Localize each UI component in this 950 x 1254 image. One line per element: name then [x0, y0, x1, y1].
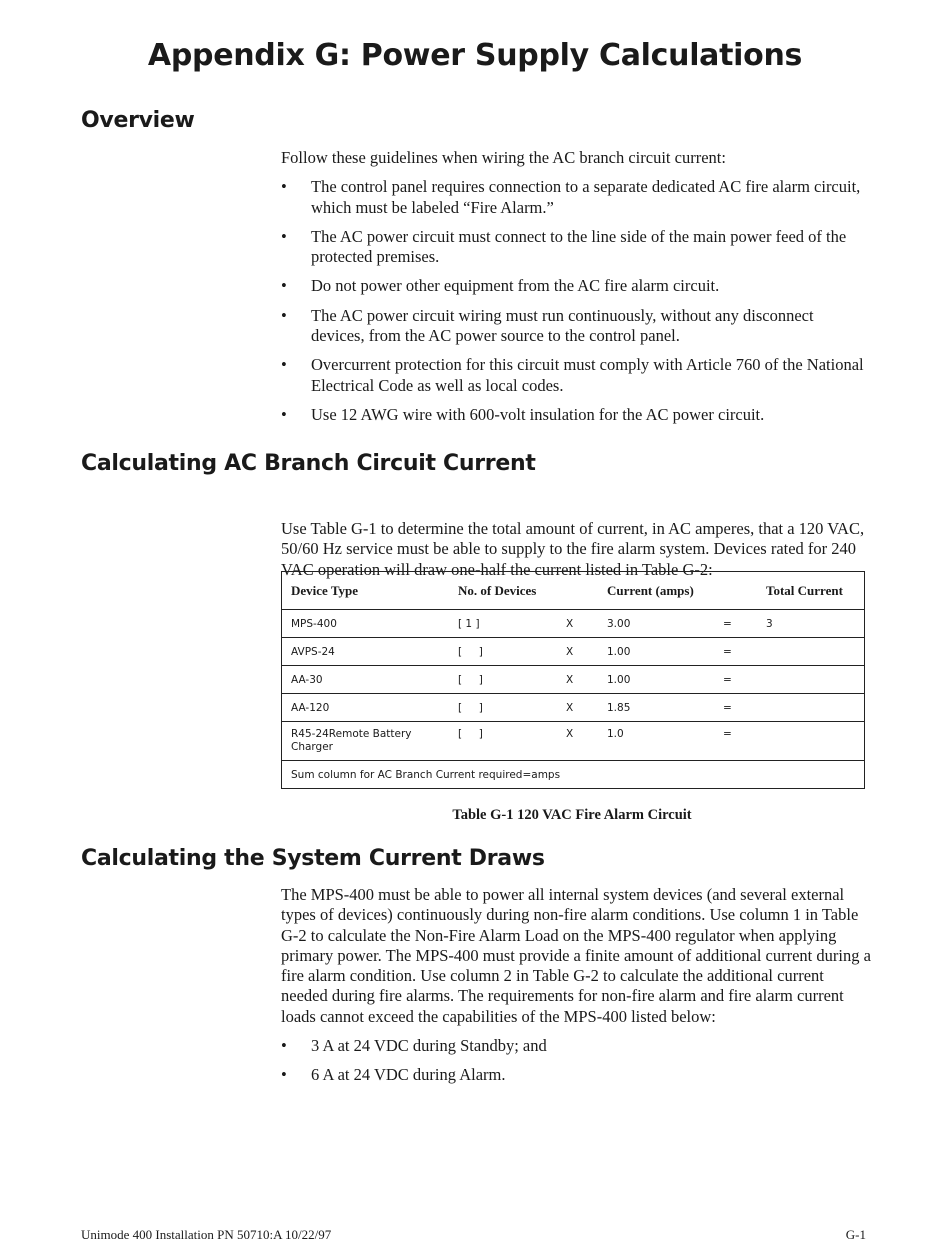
- bullet-text: Overcurrent protection for this circuit must comply with Article 760 of the National Electrical Code as well as local codes.: [311, 355, 864, 395]
- overview-section: [281, 148, 871, 425]
- cell-multiply: X: [566, 645, 574, 658]
- cell-device: AA-30: [291, 673, 323, 686]
- bullet-icon: •: [281, 1036, 287, 1056]
- cell-multiply: X: [566, 728, 574, 740]
- overview-bullet: [281, 276, 871, 296]
- system-current-text: The MPS-400 must be able to power all internal system devices (and several external types of devices) continuously during non-fire alarm conditions. Use column 1 in Table G-2 to calculate the Non-Fire Alarm Load on the MPS-400 regulator when applying primary power. The MPS-400 must provide a finite amount of additional current during a fire alarm condition. Use column 2 in Table G-2 to calculate the additional current needed during fire alarms. The requirements for non-fire alarm and fire alarm current loads cannot exceed the capabilities of the MPS-400 listed below:: [281, 885, 871, 1026]
- cell-current: 1.00: [607, 645, 631, 658]
- current-table: [281, 571, 865, 789]
- cell-equals: =: [723, 645, 732, 658]
- overview-bullet-list: [281, 177, 871, 425]
- bullet-text: 6 A at 24 VDC during Alarm.: [311, 1065, 506, 1085]
- overview-bullet: [281, 227, 871, 268]
- header-current: Current (amps): [607, 582, 694, 598]
- table-row: [282, 665, 864, 693]
- table-caption: Table G-1 120 VAC Fire Alarm Circuit: [452, 807, 692, 823]
- page-title: Appendix G: Power Supply Calculations: [147, 38, 803, 73]
- bullet-icon: •: [281, 404, 287, 424]
- bullet-icon: •: [281, 305, 287, 325]
- cell-total: 3: [766, 617, 773, 630]
- cell-equals: =: [723, 617, 732, 630]
- cell-current: 1.00: [607, 673, 631, 686]
- overview-heading: Overview: [81, 108, 195, 133]
- cell-multiply: X: [566, 701, 574, 714]
- ac-branch-text: Use Table G-1 to determine the total amount of current, in AC amperes, that a 120 VAC, 50/60 Hz service must be able to supply to the fire alarm system. Devices rated for 240 VAC operation will draw one-half the current listed in Table G-2:: [281, 519, 865, 579]
- header-num-devices: No. of Devices: [458, 582, 537, 598]
- cell-multiply: X: [566, 617, 574, 630]
- bullet-text: The AC power circuit wiring must run continuously, without any disconnect devices, from the AC power source to the control panel.: [311, 305, 814, 346]
- overview-intro: Follow these guidelines when wiring the AC branch circuit current:: [281, 148, 726, 167]
- overview-bullet: [281, 355, 871, 396]
- cell-count: [ 1 ]: [458, 617, 480, 630]
- cell-count: [ ]: [458, 645, 483, 658]
- cell-device: R45-24Remote Battery Charger: [291, 728, 412, 753]
- overview-bullet: [281, 306, 871, 347]
- cell-current: 3.00: [607, 617, 631, 630]
- overview-bullet: [281, 405, 871, 425]
- system-bullet-list: [281, 1036, 871, 1086]
- footer-doc-info: Unimode 400 Installation PN 50710:A 10/22/97: [81, 1227, 332, 1242]
- system-current-heading: Calculating the System Current Draws: [81, 846, 545, 871]
- bullet-icon: •: [281, 177, 287, 197]
- footer-page-number: G-1: [845, 1227, 866, 1242]
- bullet-icon: •: [281, 1065, 287, 1085]
- cell-multiply: X: [566, 673, 574, 686]
- cell-current: 1.0: [607, 728, 624, 740]
- bullet-icon: •: [281, 276, 287, 296]
- cell-count: [ ]: [458, 728, 483, 740]
- bullet-text: 3 A at 24 VDC during Standby; and: [311, 1036, 547, 1056]
- cell-equals: =: [723, 728, 732, 740]
- bullet-text: Use 12 AWG wire with 600-volt insulation for the AC power circuit.: [311, 404, 765, 424]
- bullet-text: The AC power circuit must connect to the line side of the main power feed of the protected premises.: [311, 226, 847, 267]
- header-device-type: Device Type: [291, 582, 359, 598]
- cell-equals: =: [723, 673, 732, 686]
- table-row: [282, 609, 864, 637]
- table-sum-row: [282, 760, 864, 788]
- bullet-icon: •: [281, 226, 287, 246]
- cell-device: MPS-400: [291, 617, 337, 630]
- system-bullet: [281, 1065, 871, 1085]
- ac-branch-heading: Calculating AC Branch Circuit Current: [81, 451, 536, 476]
- bullet-icon: •: [281, 355, 287, 375]
- sum-text: Sum column for AC Branch Current required=amps: [291, 768, 561, 781]
- header-total: Total Current: [766, 582, 843, 598]
- table-row: [282, 637, 864, 665]
- table-header-row: [282, 572, 864, 609]
- table-row: [282, 693, 864, 721]
- cell-device: AVPS-24: [291, 645, 335, 658]
- cell-count: [ ]: [458, 701, 483, 714]
- system-current-section: [281, 885, 871, 1086]
- cell-equals: =: [723, 701, 732, 714]
- bullet-text: The control panel requires connection to a separate dedicated AC fire alarm circuit, which must be labeled “Fire Alarm.”: [311, 177, 861, 217]
- cell-device: AA-120: [291, 701, 330, 714]
- cell-count: [ ]: [458, 673, 483, 686]
- system-bullet: [281, 1036, 871, 1056]
- table-row: [282, 721, 864, 760]
- overview-bullet: [281, 177, 871, 218]
- cell-current: 1.85: [607, 701, 631, 714]
- bullet-text: Do not power other equipment from the AC fire alarm circuit.: [311, 276, 720, 296]
